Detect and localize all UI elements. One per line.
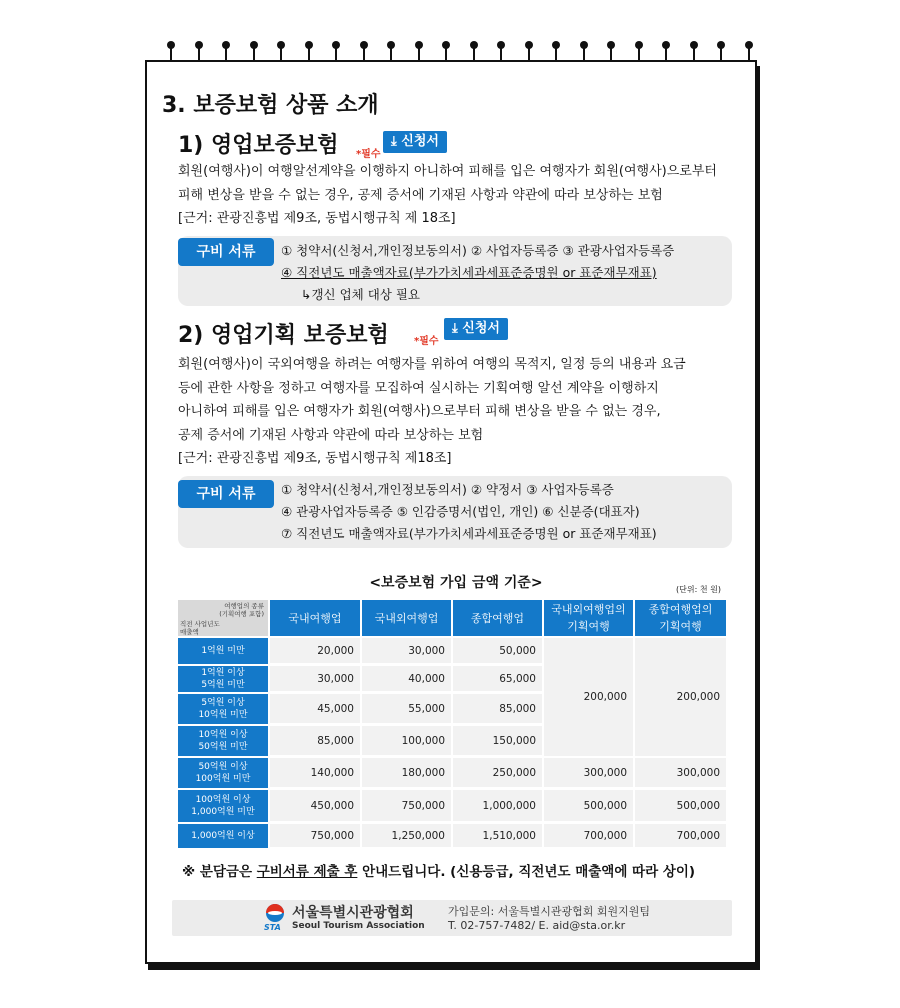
- corner-bottom-label: 직전 사업년도: [180, 620, 220, 628]
- table-cell: 55,000: [362, 694, 451, 724]
- section2-description: [178, 353, 686, 471]
- table-row-header: 1억원 미만: [178, 638, 268, 664]
- doc-item: ① 청약서(신청서,개인정보동의서) ② 약정서 ③ 사업자등록증: [281, 482, 614, 497]
- corner-top-sub: (기획여행 포함): [219, 610, 264, 618]
- section1-line: 피해 변상을 받을 수 없는 경우, 공제 증서에 기재된 사항과 약관에 따라 보상하는 보험: [178, 187, 663, 203]
- section2-line: 등에 관한 사항을 정하고 여행자를 모집하여 실시하는 기획여행 알선 계약을 이행하지: [178, 380, 659, 396]
- section1-line: [근거: 관광진흥법 제9조, 동법시행규칙 제 18조]: [178, 211, 456, 226]
- download-icon: ⤓: [391, 134, 397, 149]
- section2-required: *필수: [414, 336, 439, 347]
- table-cell: 500,000: [544, 790, 633, 822]
- logo-text: STA: [264, 923, 281, 932]
- download-icon: ⤓: [452, 321, 458, 336]
- note-prefix: ※ 분담금은: [182, 864, 257, 880]
- table-header: 국내외여행업의 기획여행: [544, 600, 633, 636]
- table-row-header: 1,000억원 이상: [178, 824, 268, 848]
- table-cell: 1,250,000: [362, 824, 451, 848]
- table-cell: 450,000: [270, 790, 360, 822]
- table-row-header: 10억원 이상 50억원 미만: [178, 726, 268, 756]
- table-cell: 1,510,000: [453, 824, 542, 848]
- section2-title: 2) 영업기획 보증보험: [178, 323, 389, 348]
- section1-required: *필수: [356, 149, 381, 160]
- table-row-header: 5억원 이상 10억원 미만: [178, 694, 268, 724]
- section1-download-label: 신청서: [401, 134, 439, 149]
- table-cell: 750,000: [362, 790, 451, 822]
- table-row-header: 1억원 이상 5억원 미만: [178, 666, 268, 692]
- table-cell-merged: 200,000: [544, 638, 633, 756]
- doc-item: ④ 관광사업자등록증 ⑤ 인감증명서(법인, 개인) ⑥ 신분증(대표자): [281, 504, 640, 519]
- section1-title: 1) 영업보증보험: [178, 133, 339, 158]
- doc-item: ① 청약서(신청서,개인정보동의서) ② 사업자등록증 ③ 관광사업자등록증: [281, 243, 675, 258]
- table-cell: 45,000: [270, 694, 360, 724]
- note-suffix: 안내드립니다. (신용등급, 직전년도 매출액에 따라 상이): [357, 864, 696, 880]
- table-header: 국내외여행업: [362, 600, 451, 636]
- table-cell: 50,000: [453, 638, 542, 664]
- table-cell: 100,000: [362, 726, 451, 756]
- table-cell: 85,000: [453, 694, 542, 724]
- section1-docs-box: [178, 236, 732, 306]
- table-cell: 65,000: [453, 666, 542, 692]
- note-underlined: 구비서류 제출 후: [256, 864, 358, 880]
- section2-line: [근거: 관광진흥법 제9조, 동법시행규칙 제18조]: [178, 451, 452, 466]
- section2-line: 아니하여 피해를 입은 여행자가 회원(여행사)으로부터 피해 변상을 받을 수 없는 경우,: [178, 404, 661, 419]
- section1-line: 회원(여행사)이 여행알선계약을 이행하지 아니하여 피해를 입은 여행자가 회원(여행사)으로부터: [178, 164, 717, 179]
- table-cell: 30,000: [270, 666, 360, 692]
- table-cell-merged: 200,000: [635, 638, 726, 756]
- section2-line: 회원(여행사)이 국외여행을 하려는 여행자를 위하여 여행의 목적지, 일정 등의 내용과 요금: [178, 357, 686, 372]
- table-cell: 300,000: [544, 758, 633, 788]
- table-header: 종합여행업: [453, 600, 542, 636]
- table-cell: 180,000: [362, 758, 451, 788]
- table-row-header: 50억원 이상 100억원 미만: [178, 758, 268, 788]
- section2-docs-list: [281, 479, 657, 545]
- table-title: <보증보험 가입 금액 기준>: [369, 575, 543, 591]
- section-title: 3. 보증보험 상품 소개: [162, 93, 379, 118]
- table-cell: 750,000: [270, 824, 360, 848]
- org-name: 서울특별시관광협회: [292, 905, 414, 921]
- table-header: 국내여행업: [270, 600, 360, 636]
- section2-download-button[interactable]: [444, 318, 508, 340]
- table-cell: 1,000,000: [453, 790, 542, 822]
- contact-info: 가입문의: 서울특별시관광협회 회원지원팀: [448, 905, 650, 918]
- table-cell: 700,000: [635, 824, 726, 848]
- table-cell: 700,000: [544, 824, 633, 848]
- doc-item: ④ 직전년도 매출액자료(부가가치세과세표준증명원 or 표준재무재표): [281, 265, 657, 280]
- doc-item: ⑦ 직전년도 매출액자료(부가가치세과세표준증명원 or 표준재무재표): [281, 526, 657, 541]
- section1-docs-list: [281, 240, 674, 306]
- table-cell: 140,000: [270, 758, 360, 788]
- contact-details: T. 02-757-7482/ E. aid@sta.or.kr: [448, 919, 626, 932]
- corner-top-label: 여행업의 종류: [224, 602, 264, 610]
- corner-bottom-sub: 매출액: [180, 628, 199, 636]
- section2-download-label: 신청서: [462, 321, 500, 336]
- table-cell: 500,000: [635, 790, 726, 822]
- table-cell: 300,000: [635, 758, 726, 788]
- table-cell: 150,000: [453, 726, 542, 756]
- section1-description: [178, 160, 717, 231]
- sta-logo-icon: [266, 904, 284, 922]
- section2-line: 공제 증서에 기재된 사항과 약관에 따라 보상하는 보험: [178, 427, 484, 443]
- org-name-en: Seoul Tourism Association: [292, 921, 425, 931]
- table-cell: 20,000: [270, 638, 360, 664]
- doc-item: ↳갱신 업체 대상 필요: [301, 287, 420, 302]
- table-header: 종합여행업의 기획여행: [635, 600, 726, 636]
- table-row-header: 100억원 이상 1,000억원 미만: [178, 790, 268, 822]
- section1-docs-label: 구비 서류: [178, 238, 274, 266]
- table-cell: 40,000: [362, 666, 451, 692]
- section2-docs-box: [178, 476, 732, 548]
- section1-download-button[interactable]: [383, 131, 447, 153]
- table-cell: 250,000: [453, 758, 542, 788]
- fee-note: [182, 860, 695, 880]
- table-cell: 30,000: [362, 638, 451, 664]
- footer: [172, 900, 732, 936]
- table-unit: (단위: 천 원): [676, 585, 721, 594]
- table-corner: [178, 600, 268, 636]
- table-cell: 85,000: [270, 726, 360, 756]
- section2-docs-label: 구비 서류: [178, 480, 274, 508]
